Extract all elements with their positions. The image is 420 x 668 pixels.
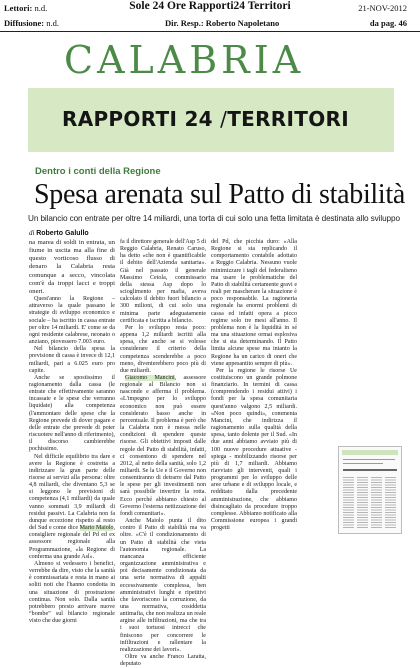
- highlighted-name: Giacomo Mancini: [125, 374, 175, 381]
- page-thumbnail: [338, 446, 402, 534]
- paragraph: fa il direttore generale dell'Asp 5 di Reggio Calabria, Renato Caruso, ha detto «che non è quantificabile il debito dell'Azienda sanitaria». Già nel passato il generale Massimo Cetola, commissario della stessa Asp dopo lo scioglimento per mafia, aveva calcolato il debito fuori bilancio a 300 milioni, di cui solo una minima parte adeguatamente certificata e iscritta a bilancio.: [120, 239, 206, 324]
- paragraph: Anche se spostissimo il ragionamento dalla cassa (le entrate che effettivamente saranno incassate e le spese che verranno liquidate) alla competenza (l'ammontare delle spese che la Regione prevede di dover pagare e delle entrate che prevede di poter riscuotere nell'anno di riferimento), il discorso cambierebbe pochissimo.: [29, 374, 115, 453]
- publication-title: Sole 24 Ore Rapporti24 Territori: [129, 0, 291, 12]
- article-column-3: [211, 239, 297, 585]
- paragraph: Nel bilancio della spesa la previsione di cassa è invece di 12,1 miliardi, pari a 6.025 euro pro capite.: [29, 346, 115, 374]
- header-rule: [0, 31, 420, 32]
- article-column-1: [29, 239, 115, 625]
- paragraph: Oltre va anche Franco Laratta, deputato: [120, 654, 206, 668]
- publication-date: 21-NOV-2012: [358, 3, 407, 13]
- director-info: Dir. Resp.: Roberto Napoletano: [165, 18, 280, 28]
- masthead: CALABRIA: [64, 38, 305, 82]
- article-column-2: [120, 239, 207, 668]
- paragraph: Per lo sviluppo resta poco: appena 1,2 miliardi iscritti alla spesa, che anche se si volesse considerare il criterio della competenza scenderebbe a poco meno, diventerebbero poco più di due miliardi.: [120, 324, 206, 374]
- article-subheadline: Un bilancio con entrate per oltre 14 miliardi, una torta di cui solo una fetta limitata è destinata allo sviluppo: [28, 214, 400, 223]
- article-kicker: Dentro i conti della Regione: [35, 166, 161, 177]
- paragraph: Per la regione le risorse Ue costituiscono un grande polmone finanziario. In termini di cassa (comprendendo i residui attivi) i fondi per la spesa comunitaria quest'anno valgono 2,5 miliardi. «Non poco quindi», commenta Mancini, che indirizza il ragionamento sulla qualità della spesa, tanto dolente per il Sud. «In due anni abbiamo avviato più di 100 nuove procedure attuative - spiega - mobilizzando risorse per più di 1,7 miliardi. Abbiamo riavviato gli interventi, quali i programmi per lo sviluppo delle aree urbane e di sviluppo locale, e redditato dalla precedente amministrazione, che abbiamo disincagliato da procedure troppo complesse. Abbiamo notificato alla Commissione europea i grandi progetti: [211, 367, 297, 532]
- section-name: RAPPORTI 24: [62, 107, 213, 131]
- article-headline: Spesa arenata sul Patto di stabilità: [34, 179, 406, 210]
- page-reference: da pag. 46: [369, 18, 407, 28]
- readers-info: Lettori: n.d.: [4, 3, 48, 13]
- paragraph: Almeno si vedessero i benefici, verrebbe da dire, visto che la sanità è commissariata e resta in mano ai soliti noti che l'hanno condotta in una situazione di prostrazione continua. Non solo. Dalla sanità potrebbero presto arrivare nuove “bombe” sul bilancio regionale visto che due giorni: [29, 560, 115, 625]
- paragraph: Quest'anno la Regione – attraverso la quale passano le strategie di sviluppo economico e sociale – ha iscritto in cassa entrate per oltre 14 miliardi. E' come se da ogni residente calabrese, neonato o anziano, piovessero 7.003 euro.: [29, 296, 115, 346]
- byline: di Roberto Galullo: [29, 229, 89, 237]
- highlighted-name: Mario Maiolo: [79, 525, 114, 532]
- section-title: RAPPORTI 24 /TERRITORI: [62, 107, 349, 131]
- author-name: Roberto Galullo: [36, 230, 89, 237]
- paragraph: Giacomo Mancini, assessore regionale al Bilancio non si nasconde e afferma il problema. «L'impegno per lo sviluppo economico non può essere considerato basso anche in percentuale. Il problema è però che la Calabria non è messa nelle condizioni di spendere queste risorse. Gli obiettivi imposti dalle regole del Patto di stabilità, infatti, ci consentono di spendere nel 2012, al netto della sanità, solo 1,2 miliardi. Se la Ue e il Governo non consentiranno di detrarre dal Patto le spese per gli investimenti non sarà possibile invertire la rotta. Ecco perché abbiamo chiesto al Governo l'esterna nettizzazione dei fondi comunitari».: [120, 374, 207, 517]
- section-subname: TERRITORI: [227, 107, 349, 131]
- paragraph: del Pd, che picchia duro: «Alla Regione si sta replicando il comportamento contabile adottato a Reggio Calabria. Nessuno vuole minimizzare i tagli del federalismo ma usare le problematiche del Patto di stabilità certamente gravi e reali per mascherare la situazione è poco responsabile. La ragioneria regionale ha enormi problemi di cassa ed infatti opera a picco regime solo tre mesi all'anno. Il problema non è la liquidità in sé ma una situazione ormai esplosiva che si sta determinando. Il Patto limita alcune spese ma intanto la Regione ha un carico di oneri che viene appesantito sempre di più».: [211, 239, 297, 367]
- circulation-info: Diffusione: n.d.: [4, 18, 60, 28]
- paragraph: Anche Maiolo punta il dito contro il Patto di stabilità ma va oltre. «C'è il condizionamento di un Patto di stabilità che vieta l'autonomia regionale. La mancanza efficiente organizzazione amministrativa e poi decisamente condizionata da una serie normativa di appalti eccessivamente complessa, ben amministrativi lunghi e ripetitivi che favoriscono la corruzione, da una normativa, cosiddetta antimafia, che non realizza un reale argine alle infiltrazioni, ma che tra i suoi tortuosi intrecci che finiscono per concorrere le infiltrazioni e rallentare la realizzazione dei lavori».: [120, 518, 206, 653]
- paragraph: na marea di soldi in entrata, un fiume in uscita ma alla fine di questo vorticoso flusso di denaro la Calabria resta comunque a secco, vincolata com'è da troppi lacci e troppi oneri.: [29, 239, 115, 295]
- paragraph: Nel difficile equilibrio tra dare e avere la Regione è costretta a indirizzare la gran parte delle risorse ai servizi alla persona: oltre 4,8 miliardi, che diventano 5,3 se si leggono le previsioni di competenza (4,1 miliardi) da quale vanno sommati 3,9 miliardi di residui passivi. La Calabria non fa dunque eccezione rispetto al resto del Sud e come dice Mario Maiolo, consigliere regionale del Pd ed ex assessore regionale alla Programmazione, «la Regione di conferma una grande Asl».: [29, 453, 115, 560]
